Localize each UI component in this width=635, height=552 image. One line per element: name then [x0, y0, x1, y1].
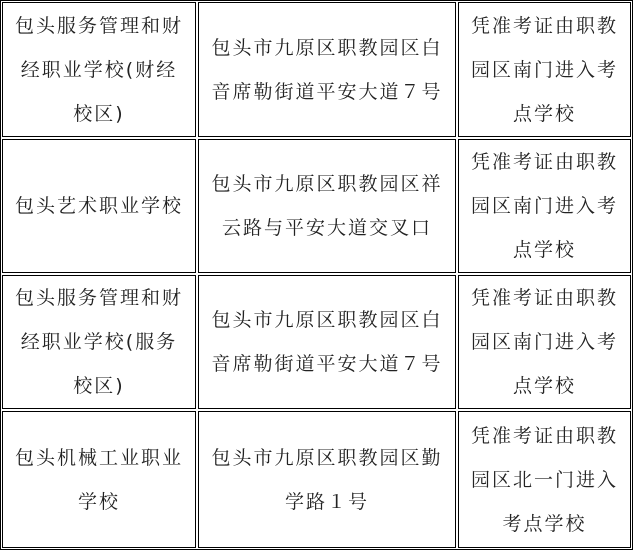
address-cell [198, 411, 456, 548]
school-name-cell [2, 275, 196, 409]
school-name-cell [2, 139, 196, 273]
school-name: 包头服务管理和财经职业学校(财经校区) [14, 14, 183, 125]
entry-note: 凭准考证由职教园区南门进入考点学校 [470, 287, 618, 397]
address-cell [198, 275, 456, 409]
school-name: 包头艺术职业学校 [14, 195, 183, 217]
school-name: 包头机械工业职业学校 [14, 446, 183, 513]
entry-note: 凭准考证由职教园区南门进入考点学校 [470, 151, 618, 261]
entry-note-cell [458, 2, 631, 137]
address: 包头市九原区职教园区勤学路１号 [211, 446, 443, 513]
entry-note: 凭准考证由职教园区北一门进入考点学校 [470, 424, 618, 535]
entry-note-cell [458, 275, 631, 409]
school-name-cell [2, 411, 196, 548]
school-name: 包头服务管理和财经职业学校(服务校区) [14, 287, 183, 397]
address-cell [198, 139, 456, 273]
address-cell [198, 2, 456, 137]
address: 包头市九原区职教园区白音席勒街道平安大道７号 [211, 309, 443, 375]
address: 包头市九原区职教园区祥云路与平安大道交叉口 [211, 173, 443, 239]
entry-note-cell [458, 411, 631, 548]
school-name-cell [2, 2, 196, 137]
entry-note: 凭准考证由职教园区南门进入考点学校 [470, 14, 618, 125]
entry-note-cell [458, 139, 631, 273]
address: 包头市九原区职教园区白音席勒街道平安大道７号 [211, 36, 443, 103]
